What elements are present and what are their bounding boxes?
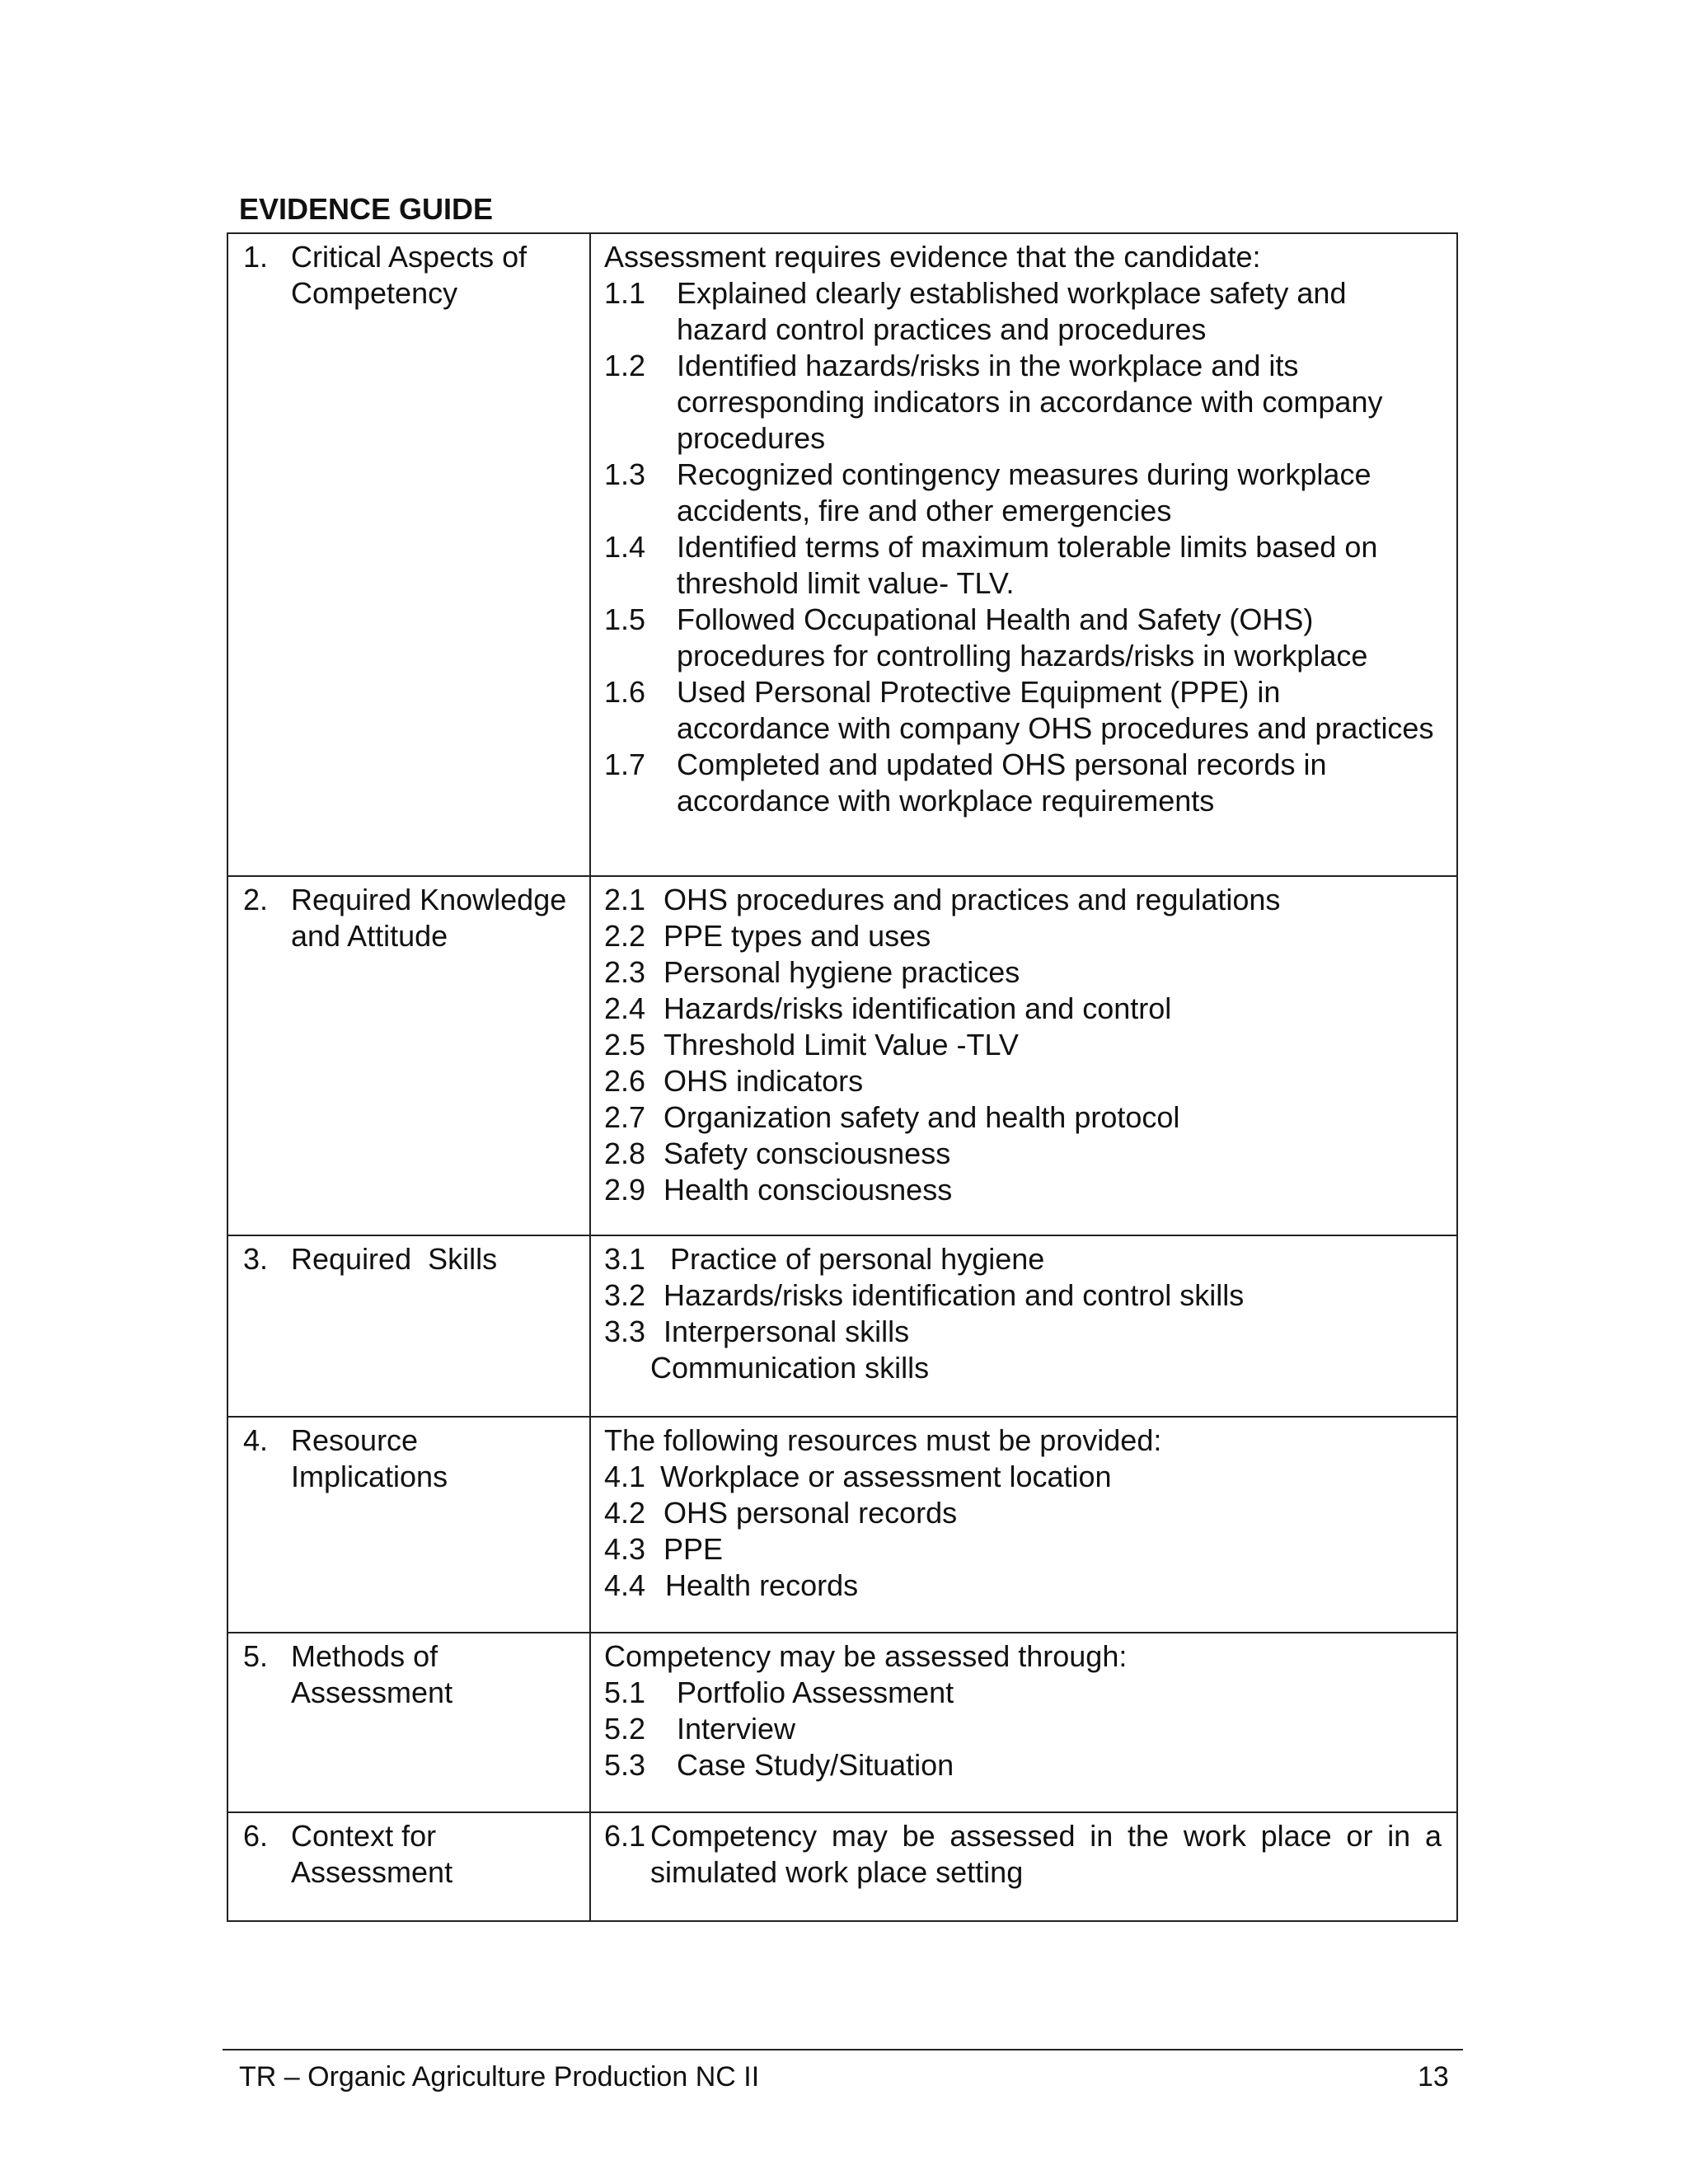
list-item: 1.7 Completed and updated OHS personal records in accordance with workplace requirements [604,748,1327,818]
list-item: 1.2 Identified hazards/risks in the workplace and its corresponding indicators in accordance with company procedures [604,349,1383,455]
list-item: 5.1 Portfolio Assessment [604,1675,954,1709]
section-content-cell [590,233,1457,876]
section-number: 1. [243,240,269,274]
section-number: 5. [243,1639,269,1673]
section-label-cell [227,876,590,1235]
list-item: 4.3 PPE [604,1532,724,1566]
section-label: Critical Aspects of Competency [291,240,528,310]
list-item: 3.1 Practice of personal hygiene [604,1242,1045,1276]
section-label: Required Skills [291,1242,498,1276]
page-number: 13 [1418,2061,1449,2093]
section-label-cell [227,1417,590,1633]
section-row-2 [227,876,1457,1235]
list-item: 4.1 Workplace or assessment location [604,1460,1112,1493]
section-content-cell [590,1812,1457,1921]
section-row-1 [227,233,1457,876]
section-number: 4. [243,1423,269,1457]
section-number: 6. [243,1819,269,1853]
section-label: Context for Assessment [291,1819,453,1889]
list-item-continuation: Communication skills [650,1351,930,1385]
list-item: 6.1 Competency may be assessed in the work place or in a simulated work place setting [604,1819,1442,1889]
section-label: Required Knowledge and Attitude [291,883,567,953]
list-item: 2.5 Threshold Limit Value -TLV [604,1028,1019,1062]
section-label-cell [227,233,590,876]
section-content-cell [590,1417,1457,1633]
section-content-cell [590,1633,1457,1812]
list-item: 2.3 Personal hygiene practices [604,955,1020,989]
list-item: 1.3 Recognized contingency measures during workplace accidents, fire and other emergencies [604,457,1372,527]
list-item: 4.4 Health records [604,1568,859,1602]
section-row-6 [227,1812,1457,1921]
section-content-cell [590,876,1457,1235]
section-label-cell [227,1812,590,1921]
section-label-cell [227,1633,590,1812]
list-item: 3.3 Interpersonal skills [604,1315,910,1348]
footer-document-title: TR – Organic Agriculture Production NC II [239,2061,760,2093]
section-intro: Competency may be assessed through: [604,1639,1128,1673]
list-item: 1.6 Used Personal Protective Equipment (PPE) in accordance with company OHS procedures and practices [604,675,1434,745]
section-intro: The following resources must be provided: [604,1423,1162,1457]
list-item: 1.4 Identified terms of maximum tolerable limits based on threshold limit value- TLV. [604,530,1378,600]
section-number: 3. [243,1242,269,1276]
evidence-guide-table [227,232,1458,1922]
section-content-cell [590,1235,1457,1417]
list-item: 2.6 OHS indicators [604,1064,864,1098]
list-item: 2.4 Hazards/risks identification and control [604,991,1172,1025]
list-item: 3.2 Hazards/risks identification and control skills [604,1278,1245,1312]
list-item: 1.5 Followed Occupational Health and Safety (OHS) procedures for controlling hazards/risks in workplace [604,602,1368,673]
list-item: 2.8 Safety consciousness [604,1137,951,1170]
list-item: 2.2 PPE types and uses [604,919,931,953]
section-label: Methods of Assessment [291,1639,453,1709]
section-row-4 [227,1417,1457,1633]
section-row-5 [227,1633,1457,1812]
section-row-3 [227,1235,1457,1417]
footer-divider [223,2049,1463,2050]
list-item: 5.3 Case Study/Situation [604,1748,954,1782]
section-label: Resource Implications [291,1423,448,1493]
list-item: 1.1 Explained clearly established workplace safety and hazard control practices and procedures [604,276,1347,346]
section-label-cell [227,1235,590,1417]
list-item: 2.1 OHS procedures and practices and regulations [604,883,1281,916]
list-item: 2.9 Health consciousness [604,1173,953,1207]
list-item: 5.2 Interview [604,1712,796,1746]
list-item: 4.2 OHS personal records [604,1496,958,1530]
page-title: EVIDENCE GUIDE [239,192,494,226]
section-number: 2. [243,883,269,916]
section-intro: Assessment requires evidence that the candidate: [604,240,1261,274]
list-item: 2.7 Organization safety and health protocol [604,1100,1180,1134]
